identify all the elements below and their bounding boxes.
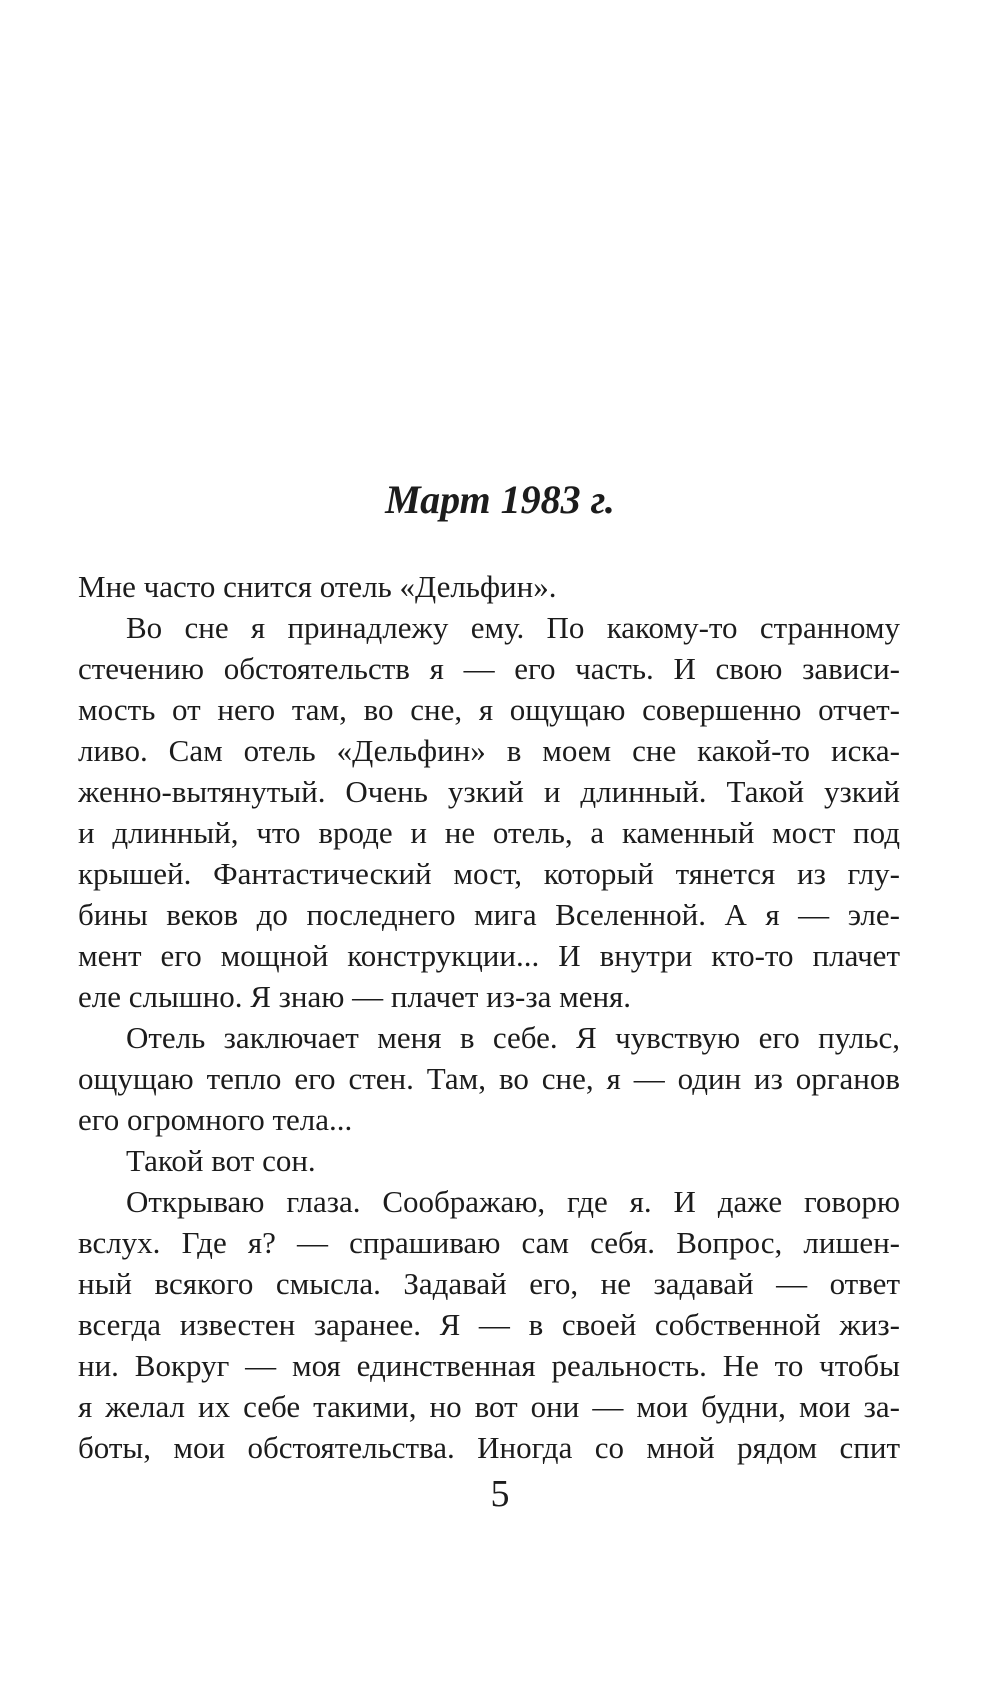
chapter-title: Март 1983 г. [385, 477, 615, 522]
paragraph-3 [78, 1017, 900, 1140]
body-text [78, 566, 900, 1468]
paragraph-4 [78, 1140, 900, 1181]
text-line: ощущаю тепло его стен. Там, во сне, я — один из органов [78, 1061, 900, 1096]
text-line: ни. Вокруг — моя единственная реальность. Не то чтобы [78, 1348, 900, 1383]
text-line: мент его мощной конструкции... И внутри кто-то плачет [78, 938, 900, 973]
text-line: женно-вытянутый. Очень узкий и длинный. Такой узкий [78, 774, 900, 809]
text-line: Отель заключает меня в себе. Я чувствую его пульс, [126, 1020, 900, 1055]
text-line: ный всякого смысла. Задавай его, не задавай — ответ [78, 1266, 900, 1301]
text-line: стечению обстоятельств я — его часть. И свою зависи- [78, 651, 900, 686]
text-line: бины веков до последнего мига Вселенной. А я — эле- [78, 897, 900, 932]
text-line: Такой вот сон. [126, 1143, 316, 1178]
text-line: ливо. Сам отель «Дельфин» в моем сне какой-то иска- [78, 733, 900, 768]
paragraph-2 [78, 607, 900, 1017]
page-number: 5 [490, 1473, 510, 1515]
text-line: Мне часто снится отель «Дельфин». [78, 569, 557, 604]
text-line: его огромного тела... [78, 1102, 353, 1137]
text-line: еле слышно. Я знаю — плачет из-за меня. [78, 979, 632, 1014]
paragraph-5 [78, 1181, 900, 1468]
text-line: я желал их себе такими, но вот они — мои будни, мои за- [78, 1389, 900, 1424]
text-line: Открываю глаза. Соображаю, где я. И даже говорю [126, 1184, 900, 1219]
text-line: всегда известен заранее. Я — в своей собственной жиз- [78, 1307, 900, 1342]
text-line: вслух. Где я? — спрашиваю сам себя. Вопрос, лишен- [78, 1225, 900, 1260]
paragraph-1 [78, 566, 900, 607]
text-line: крышей. Фантастический мост, который тянется из глу- [78, 856, 900, 891]
text-line: боты, мои обстоятельства. Иногда со мной рядом спит [78, 1430, 900, 1465]
text-line: и длинный, что вроде и не отель, а каменный мост под [78, 815, 900, 850]
text-line: Во сне я принадлежу ему. По какому-то странному [126, 610, 900, 645]
text-line: мость от него там, во сне, я ощущаю совершенно отчет- [78, 692, 900, 727]
